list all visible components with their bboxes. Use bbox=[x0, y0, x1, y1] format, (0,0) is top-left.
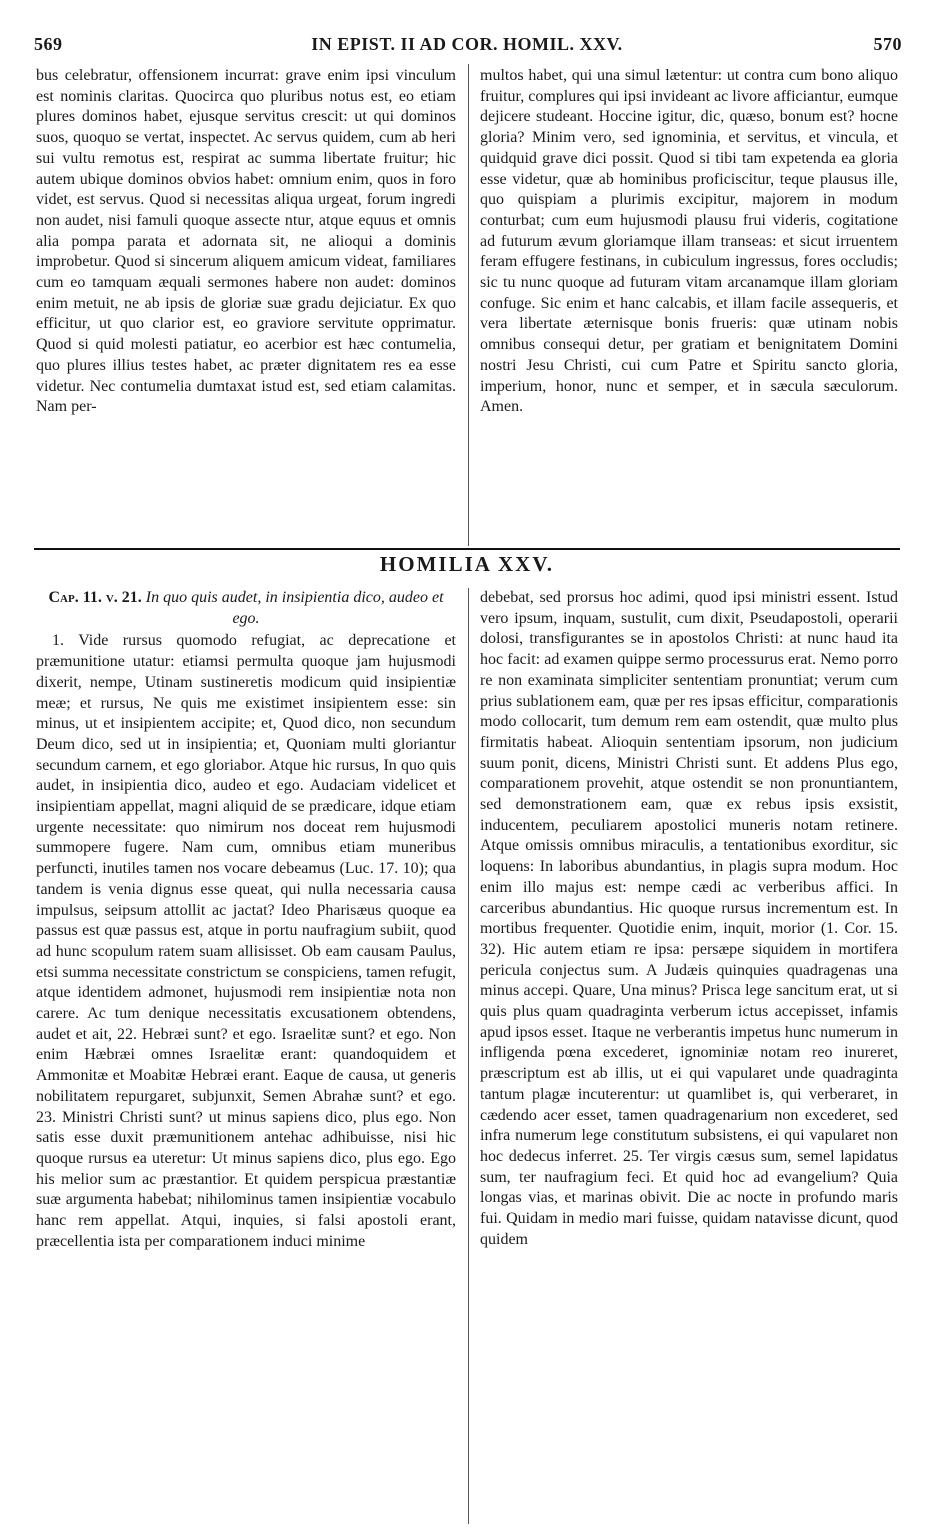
bottom-right-text: debebat, sed prorsus hoc adimi, quod ipsi ministri essent. Istud vero ipsum, inquam, sustulit, cum dixit, Pseudapostoli, operarii dolosi, transfigurantes se in apostolos Christi: at nunc haud ita hoc facit: ad examen quippe sermo processurus erat. Nemo porro re non examinata simpliciter sententiam pronuntiat; verum cum prius sublationem eam, quæ per res ipsas efficitur, comparationis modo collocarit, tum demum rem eam ostendit, quæ multo plus firmitatis habeat. Alioquin sententiam ipsorum, non judicium suum ponit, dicens, Ministri Christi sunt. Et addens Plus ego, comparationem provehit, atque ostendit se non pronuntiantem, sed demonstrationem eam, quæ ex rebus ipsis exsistit, inducentem, peculiarem apostolici muneris notam retinere. Atque omissis omnibus miraculis, a tentationibus exorditur, sic loquens: In laboribus abundantius, in plagis supra modum. Hoc enim illo majus est: nempe cædi ac verberibus affici. In carceribus abundantius. Hic quoque rursus incrementum est. In mortibus frequenter. Quotidie enim, inquit, morior (1. Cor. 15. 32). Hic autem etiam re ipsa: persæpe siquidem in mortifera pericula conjectus sum. A Judæis quinquies quadragenas una minus accepi. Quare, Una minus? Prisca lege sancitum erat, ut si quis plus quam quadraginta verberum ictus accepisset, infamis apud ipsos esset. Itaque ne verberantis impetus hunc numerum in infligenda pœna excederet, ignominiæ notam reo inureret, præscriptum est ab illis, ut ei qui vapularet unde quadraginta tantum plagæ incuterentur: ut quamlibet is, qui verberaret, in cædendo acer esset, tamen quadragenarium non excederet, sed infra numerum lege constitutum subsistens, ei qui vapularet non hoc dedecus inferret. 25. Ter virgis cæsus sum, semel lapidatus sum, ter naufragium feci. Et quid hoc ad evangelium? Quia longas vias, et marinas obivit. Die ac nocte in profundo maris fui. Quidam in medio mari fuisse, quidam natavisse dicunt, quod quidem bbox=[480, 589, 898, 1248]
chapter-label: Cap. 11. v. 21. bbox=[48, 589, 142, 606]
section-divider bbox=[34, 548, 900, 550]
column-rule-top bbox=[468, 64, 469, 546]
right-page-number: 570 bbox=[873, 34, 902, 54]
column-rule-bottom bbox=[468, 588, 469, 1524]
bottom-left-column bbox=[36, 588, 456, 1528]
chapter-heading bbox=[36, 588, 456, 629]
bottom-right-column bbox=[480, 588, 898, 1528]
top-right-column bbox=[480, 66, 898, 544]
chapter-verse: In quo quis audet, in insipientia dico, audeo et ego. bbox=[145, 589, 444, 627]
left-page-number: 569 bbox=[34, 34, 63, 54]
top-left-text: bus celebratur, offensionem incurrat: grave enim ipsi vinculum est nominis claritas. Quocirca quo pluribus notus est, eo etiam plures dominos habet, ejusque servitus crescit: ut qui dominos suos, quoquo se vertat, inspectet. Ac servus quidem, cum ab heri sui vultu remotus est, respirat ac summa libertate fruitur; hic autem ubique dominos obvios habet: omnium enim, quos in foro videt, est servus. Quod si necessitas aliqua urgeat, forum ingredi non audet, nisi famuli quoque assecte ntur, atque equus et omnis alia pompa parata et adornata sit, ne alioqui a dominis improbetur. Quod si sincerum aliquem amicum videat, familiares cum eo tamquam æquali sermones habere non audet: dominos enim metuit, ne ab ipsis de gloriæ suæ gradu dejiciatur. Ex quo efficitur, ut quo clarior est, eo graviore servitute opprimatur. Quod si quid molesti patiatur, eo acerbior est hæc contumelia, quo plures illius testes habet, ac præter dignitatem res ea esse videtur. Nec contumelia dumtaxat istud est, sed etiam calamitas. Nam per- bbox=[36, 67, 456, 416]
bottom-left-text: 1. Vide rursus quomodo refugiat, ac deprecatione et præmunitione utatur: etiamsi permulta quoque jam hujusmodi dixerit, nempe, Utinam sustineretis modicum quid insipientiæ meæ; et rursus, Ne quis me existimet insipientem esse: sin minus, ut et insipientem accipite; et, Quod dico, non secundum Deum dico, sed ut in insipientia; et, Quoniam multi gloriantur secundum carnem, et ego gloriabor. Atque hic rursus, In quo quis audet, in insipientia dico, audeo et ego. Audaciam videlicet et insipientiam appellat, magni aliquid de se prædicare, idque etiam urgente necessitate: quo nimirum nos doceat rem hujusmodi summopere fugere. Nam cum, omnibus etiam muneribus perfuncti, inutiles tamen nos vocare debeamus (Luc. 17. 10); qua tandem is venia dignus esse queat, qui nulla necessaria causa impulsus, seipsum attollit ac jactat? Ideo Pharisæus quoque ea passus est quæ passus est, atque in portu naufragium subiit, quod ad hunc scopulum ratem suam allisisset. Ob eam causam Paulus, etsi summa necessitate constrictum se conspiciens, tamen refugit, atque identidem admonet, hujusmodi rem insipientiæ nota non carere. Ac tum denique necessitatis excusationem obtendens, audet et ait, 22. Hebræi sunt? et ego. Israelitæ sunt? et ego. Non enim Hæbræi omnes Israelitæ erant: quandoquidem et Ammonitæ et Moabitæ Hebræi erant. Eaque de causa, ut generis nobilitatem repurgaret, subjunxit, Semen Abrahæ sunt? et ego. 23. Ministri Christi sunt? ut minus sapiens dico, plus ego. Non satis esse duxit præmunitionem antehac adhibuisse, nisi hic quoque rursus ea uteretur: Ut minus sapiens dico, plus ego. Ego his melior sum ac præstantior. Et quidem perspicua præstantiæ suæ argumenta habebat; nihilominus tamen insipientiæ vocabulo hanc rem appellat. Atqui, inquies, si falsi apostoli erant, præcellentia ista per comparationem induci minime bbox=[36, 632, 456, 1250]
running-header bbox=[30, 34, 904, 58]
homily-title: HOMILIA XXV. bbox=[379, 552, 555, 576]
running-title: IN EPIST. II AD COR. HOMIL. XXV. bbox=[311, 34, 623, 54]
top-right-text: multos habet, qui una simul lætentur: ut contra cum bono aliquo fruitur, complures qui ipsi invideant ac livore afficiantur, eumque dejicere studeant. Hoccine igitur, dic, quæso, bonum est? hocne gloria? Minim vero, sed ignominia, et servitus, et vincula, et quidquid grave dici possit. Quod si tibi tam expetenda ea gloria esse videtur, quæ ab hominibus proficiscitur, teque plausus ille, quo quispiam a plurimis excipitur, majorem in modum conturbat; cum eum hujusmodi plausu frui videris, cogitatione ad futurum ævum gloriamque illam transeas: et sicut irruentem feram effugere festinans, in cubiculum ingressus, fores occludis; sic tu nunc quoque ad futuram vitam arcanamque illam gloriam confuge. Sic enim et hanc calcabis, et illam facile assequeris, et vera libertate æternisque bonis frueris: quæ utinam nobis omnibus consequi detur, per gratiam et benignitatem Domini nostri Jesu Christi, cui cum Patre et Spiritu sancto gloria, imperium, honor, nunc et semper, et in sæcula sæculorum. Amen. bbox=[480, 67, 898, 416]
top-left-column bbox=[36, 66, 456, 544]
